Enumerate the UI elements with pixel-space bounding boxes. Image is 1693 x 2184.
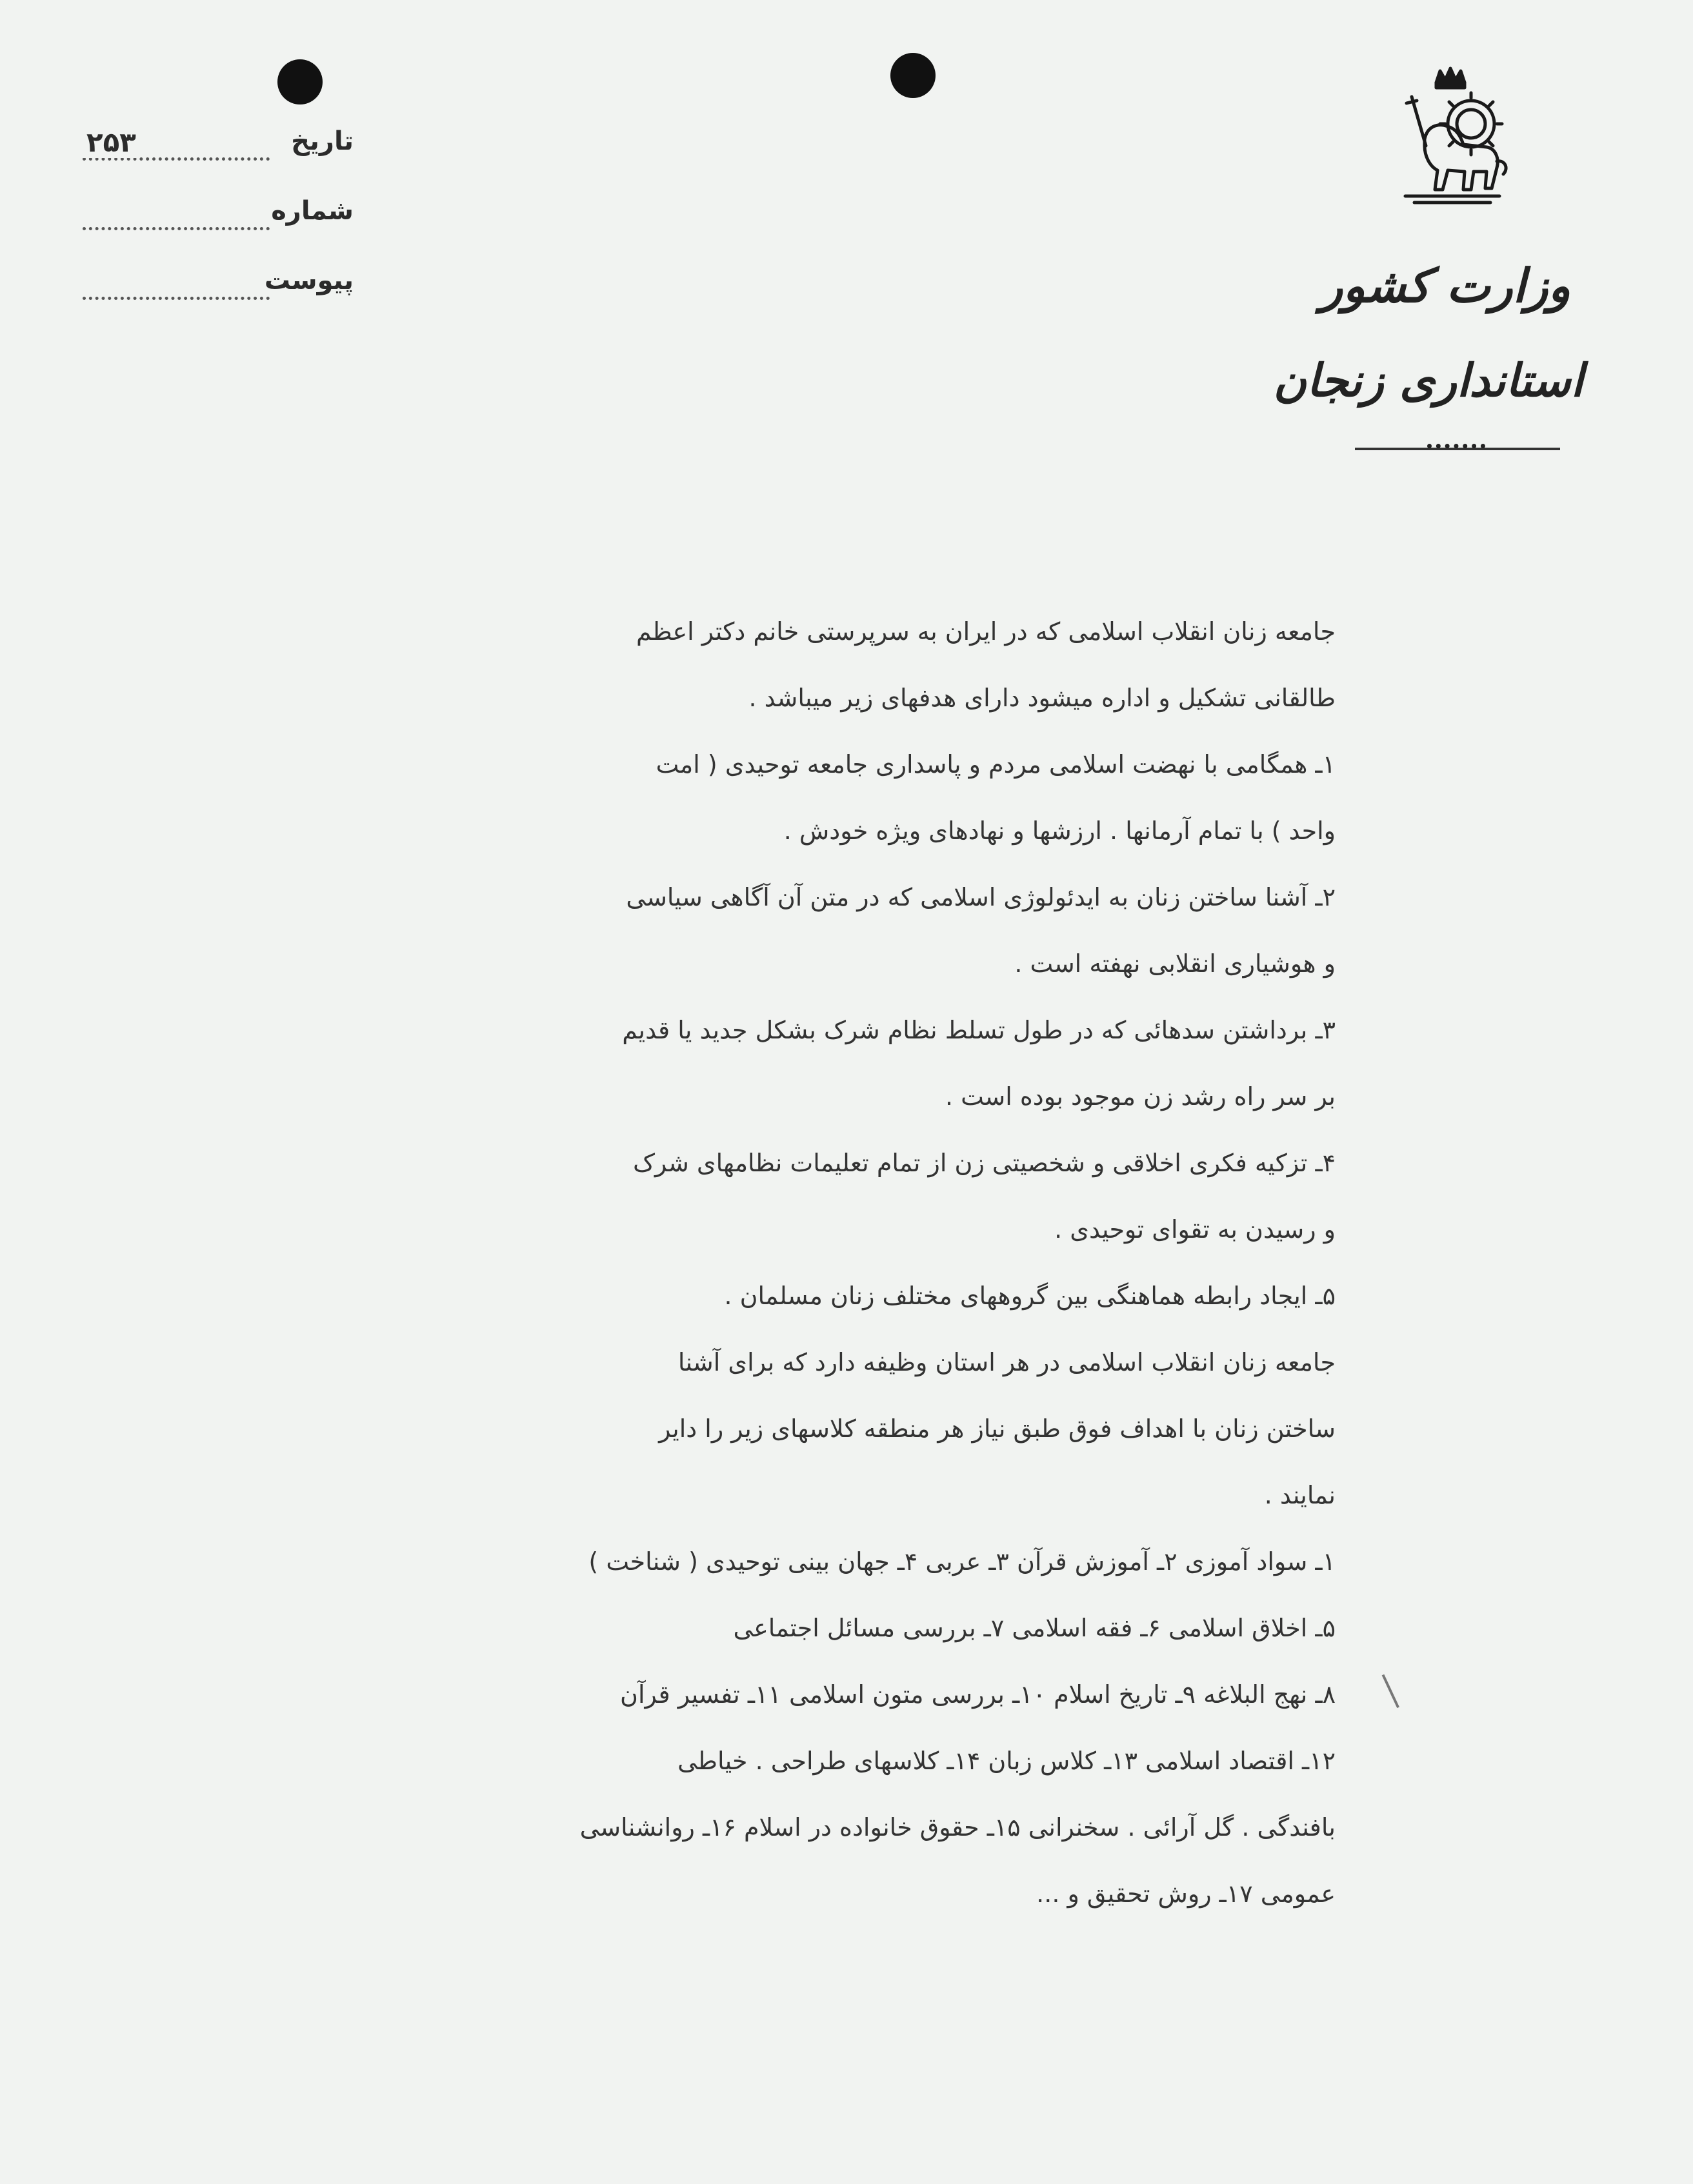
number-label: شماره bbox=[271, 196, 354, 226]
body-line: نمایند . bbox=[1264, 1481, 1336, 1509]
body-line: ۱۲ـ اقتصاد اسلامی ۱۳ـ کلاس زبان ۱۴ـ کلاسهای طراحی . خیاطی bbox=[677, 1747, 1336, 1775]
body-line: ۵ـ ایجاد رابطه هماهنگی بین گروههای مختلف زنان مسلمان . bbox=[724, 1282, 1336, 1310]
letter-meta-block bbox=[83, 126, 354, 335]
body-line: واحد ) با تمام آرمانها . ارزشها و نهادهای ویژه خودش . bbox=[783, 817, 1336, 845]
attachment-row bbox=[83, 266, 354, 335]
body-line: ۲ـ آشنا ساختن زنان به ایدئولوژی اسلامی که در متن آن آگاهی سیاسی bbox=[626, 883, 1336, 911]
body-line: ساختن زنان با اهداف فوق طبق نیاز هر منطقه کلاسهای زیر را دایر bbox=[659, 1415, 1336, 1443]
body-line: ۵ـ اخلاق اسلامی ۶ـ فقه اسلامی ۷ـ بررسی مسائل اجتماعی bbox=[733, 1614, 1336, 1642]
number-dotted-line bbox=[83, 227, 270, 230]
body-line: ۳ـ برداشتن سدهائی که در طول تسلط نظام شرک بشکل جدید یا قدیم bbox=[622, 1016, 1336, 1044]
punch-hole bbox=[890, 53, 936, 98]
letterhead-divider-ornament bbox=[1427, 444, 1485, 457]
lion-and-sun-emblem-icon bbox=[1386, 65, 1515, 219]
letter-body bbox=[258, 599, 1336, 1927]
number-row bbox=[83, 196, 354, 266]
body-line: ۱ـ سواد آموزی ۲ـ آموزش قرآن ۳ـ عربی ۴ـ جهان بینی توحیدی ( شناخت ) bbox=[588, 1547, 1336, 1576]
body-line: و رسیدن به تقوای توحیدی . bbox=[1054, 1215, 1336, 1244]
margin-pen-mark bbox=[1382, 1667, 1416, 1708]
body-line: ۸ـ نهج البلاغه ۹ـ تاریخ اسلام ۱۰ـ بررسی متون اسلامی ۱۱ـ تفسیر قرآن bbox=[620, 1680, 1336, 1709]
attachment-label: پیوست bbox=[264, 266, 354, 295]
date-row bbox=[83, 126, 354, 196]
body-line: جامعه زنان انقلاب اسلامی که در ایران به سرپرستی خانم دکتر اعظم bbox=[636, 617, 1336, 646]
body-line: بافندگی . گل آرائی . سخنرانی ۱۵ـ حقوق خانواده در اسلام ۱۶ـ روانشناسی bbox=[579, 1813, 1336, 1842]
punch-hole bbox=[277, 59, 323, 104]
attachment-dotted-line bbox=[83, 297, 270, 300]
body-line: ۱ـ همگامی با نهضت اسلامی مردم و پاسداری جامعه توحیدی ( امت bbox=[656, 750, 1336, 779]
province-office-title: استانداری زنجان bbox=[1273, 353, 1583, 407]
date-value: ۲۵۳ bbox=[83, 126, 140, 158]
body-line: ۴ـ تزکیه فکری اخلاقی و شخصیتی زن از تمام تعلیمات نظامهای شرک bbox=[632, 1149, 1336, 1177]
body-line: بر سر راه رشد زن موجود بوده است . bbox=[945, 1082, 1336, 1111]
body-line: و هوشیاری انقلابی نهفته است . bbox=[1014, 949, 1336, 978]
body-line: عمومی ۱۷ـ روش تحقیق و ... bbox=[1036, 1880, 1336, 1908]
date-label: تاریخ bbox=[291, 126, 354, 156]
body-line: طالقانی تشکیل و اداره میشود دارای هدفهای زیر میباشد . bbox=[748, 684, 1336, 712]
body-line: جامعه زنان انقلاب اسلامی در هر استان وظیفه دارد که برای آشنا bbox=[677, 1348, 1336, 1376]
ministry-title: وزارت کشور bbox=[1320, 258, 1570, 313]
